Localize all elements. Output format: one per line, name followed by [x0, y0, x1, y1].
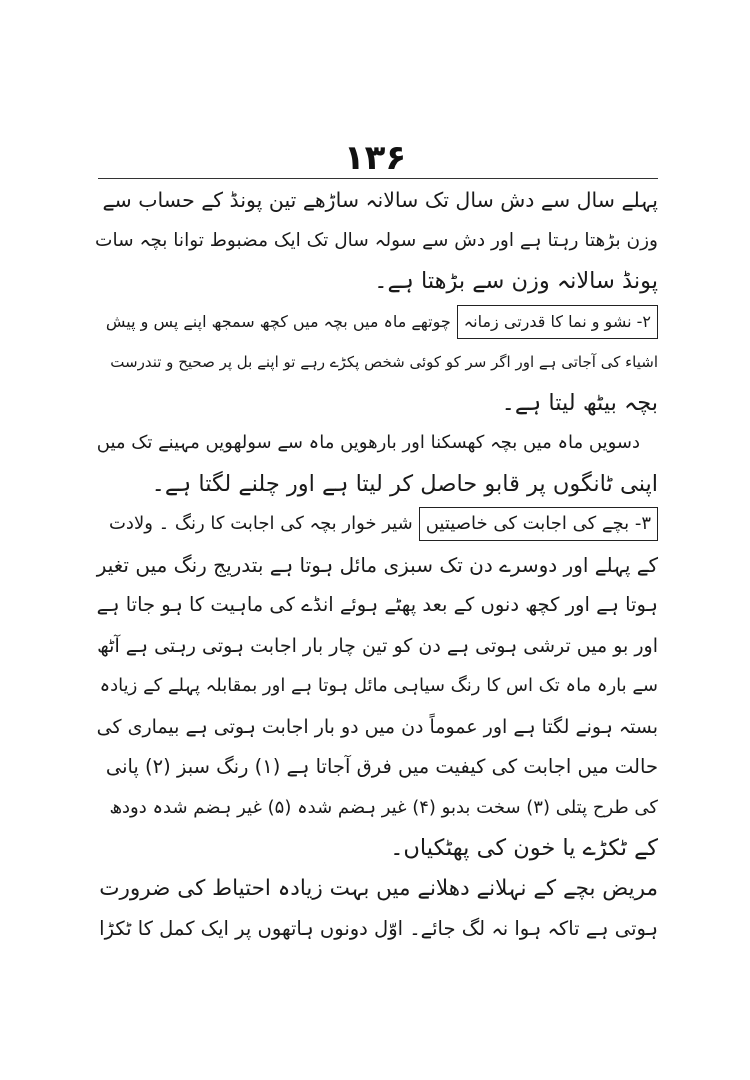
text-run: شیر خوار بچہ کی اجابت کا رنگ ۔ ولادت: [108, 513, 413, 534]
text-line: [96, 302, 658, 343]
text-line: [96, 504, 658, 545]
header-rule: [98, 178, 658, 179]
text-line: حالت میں اجابت کی کیفیت میں فرق آجاتا ہے (۱) رنگ سبز (۲) پانی: [105, 755, 658, 778]
text-line: ہوتی ہے تاکہ ہوا نہ لگ جائے۔ اوّل دونوں ہاتھوں پر ایک کمل کا ٹکڑا: [99, 917, 658, 940]
text-line: کے ٹکڑے یا خون کی پھٹکیاں۔: [390, 835, 658, 861]
text-line: کی طرح پتلی (۳) سخت بدبو (۴) غیر ہضم شدہ (۵) غیر ہضم شدہ دودھ: [109, 796, 658, 818]
text-line: بچہ بیٹھ لیتا ہے۔: [501, 389, 658, 416]
text-line: بستہ ہونے لگتا ہے اور عموماً دن میں دو بار اجابت ہوتی ہے بیماری کی: [96, 715, 658, 738]
text-line: پہلے سال سے دش سال تک سالانہ ساڑھے تین پونڈ کے حساب سے: [102, 188, 658, 212]
text-line: پونڈ سالانہ وزن سے بڑھتا ہے۔: [374, 268, 658, 294]
text-line: اشیاء کی آجاتی ہے اور اگر سر کو کوئی شخص پکڑے رہے تو اپنے بل پر صحیح و تندرست: [110, 353, 658, 371]
text-line: اپنی ٹانگوں پر قابو حاصل کر لیتا ہے اور چلنے لگتا ہے۔: [151, 470, 658, 497]
text-line: دسویں ماہ میں بچہ کھسکنا اور بارھویں ماہ سے سولھویں مہینے تک میں: [96, 432, 640, 453]
text-line: مریض بچے کے نہلانے دھلانے میں بہت زیادہ احتیاط کی ضرورت: [99, 875, 658, 901]
text-line: وزن بڑھتا رہتا ہے اور دش سے سولہ سال تک ایک مضبوط توانا بچہ سات: [95, 229, 658, 251]
text-line: ہوتا ہے اور کچھ دنوں کے بعد پھٹے ہوئے انڈے کی ماہیت کا ہو جاتا ہے: [96, 593, 658, 616]
text-line: اور بو میں ترشی ہوتی ہے دن کو تین چار بار اجابت ہوتی رہتی ہے آٹھ: [97, 634, 658, 657]
text-line: کے پہلے اور دوسرے دن تک سبزی مائل ہوتا ہے بتدریج رنگ میں تغیر: [96, 552, 658, 577]
text-line: سے بارہ ماہ تک اس کا رنگ سیاہی مائل ہوتا ہے اور بمقابلہ پہلے کے زیادہ: [99, 675, 658, 696]
body-text: [96, 180, 658, 950]
text-run: چوتھے ماہ میں بچہ میں کچھ سمجھ اپنے پس و پیش: [105, 311, 451, 331]
section-heading: ۲- نشو و نما کا قدرتی زمانہ: [457, 305, 658, 339]
section-heading: ۳- بچے کی اجابت کی خاصیتیں: [419, 507, 658, 541]
page-number: ۱۳۶: [343, 138, 407, 178]
